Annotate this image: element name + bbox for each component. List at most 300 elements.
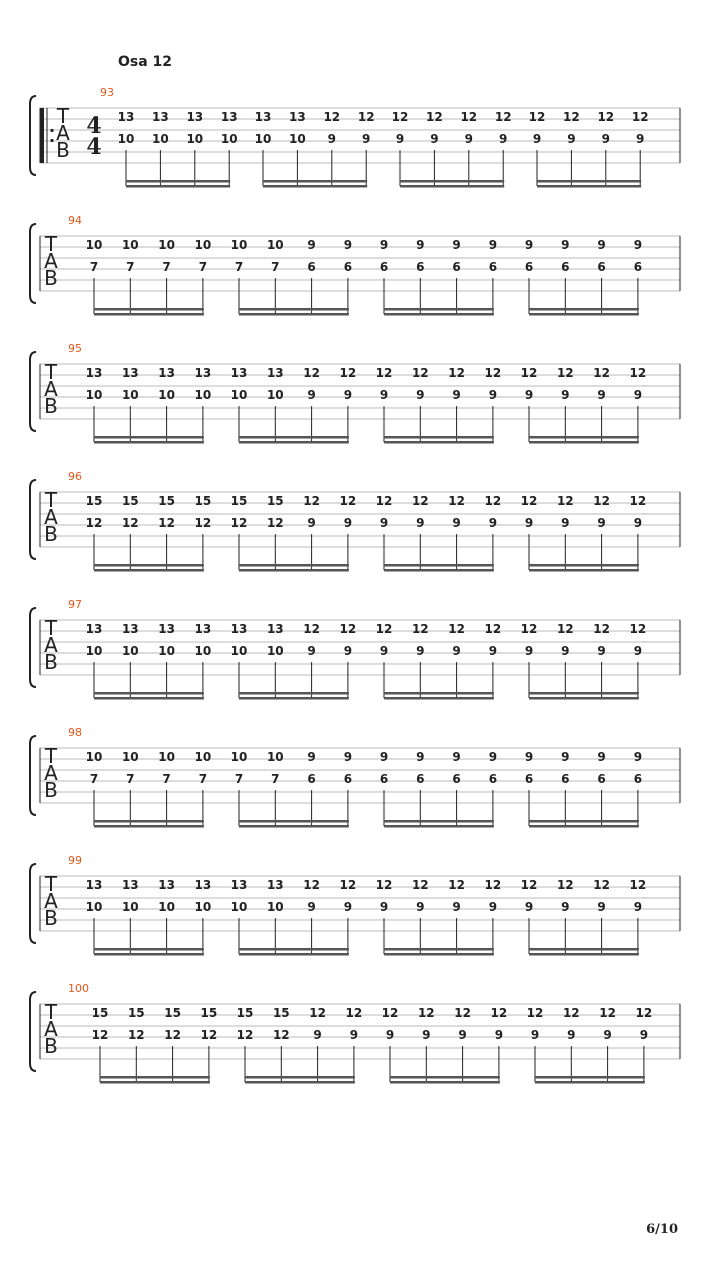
fret-number: 13 [194, 878, 212, 892]
fret-number: 12 [91, 1028, 109, 1042]
fret-number: 9 [379, 388, 389, 402]
fret-number: 12 [121, 516, 139, 530]
fret-number: 12 [490, 1006, 508, 1020]
fret-number: 9 [452, 516, 461, 530]
tab-letter-t: T [44, 488, 58, 512]
fret-number: 9 [307, 238, 316, 252]
fret-number: 10 [194, 238, 212, 252]
beam [529, 820, 639, 823]
fret-number: 13 [158, 366, 175, 380]
beam [529, 697, 639, 700]
beam [263, 185, 367, 188]
fret-number: 10 [121, 238, 139, 252]
fret-number: 9 [633, 238, 643, 252]
fret-number: 10 [85, 388, 103, 402]
fret-number: 12 [484, 878, 502, 892]
fret-number: 6 [379, 772, 389, 786]
fret-number: 9 [379, 750, 389, 764]
fret-number: 9 [307, 750, 316, 764]
fret-number: 9 [597, 644, 606, 658]
fret-number: 12 [520, 366, 538, 380]
fret-number: 13 [121, 622, 139, 636]
fret-number: 13 [254, 110, 272, 124]
fret-number: 6 [379, 260, 389, 274]
fret-number: 12 [303, 366, 320, 380]
tab-letter-t: T [44, 1000, 58, 1024]
fret-number: 12 [599, 1006, 616, 1020]
fret-number: 15 [272, 1006, 290, 1020]
fret-number: 10 [266, 238, 284, 252]
fret-number: 6 [597, 772, 606, 786]
tab-letter-a: A [44, 761, 58, 785]
fret-number: 12 [158, 516, 175, 530]
fret-number: 9 [601, 132, 610, 146]
fret-number: 9 [343, 516, 353, 530]
beam [537, 185, 641, 188]
beam [100, 1081, 210, 1084]
fret-number: 10 [194, 750, 212, 764]
fret-number: 12 [484, 366, 502, 380]
tab-letter-t: T [56, 104, 70, 128]
fret-number: 12 [381, 1006, 399, 1020]
beam [384, 820, 494, 823]
fret-number: 9 [422, 1028, 431, 1042]
beam [245, 1076, 355, 1079]
fret-number: 15 [164, 1006, 181, 1020]
fret-number: 12 [556, 622, 574, 636]
fret-number: 12 [375, 494, 393, 508]
fret-number: 9 [416, 750, 425, 764]
fret-number: 9 [488, 388, 498, 402]
beam [384, 825, 494, 828]
fret-number: 9 [395, 132, 405, 146]
fret-number: 9 [379, 238, 389, 252]
fret-number: 13 [289, 110, 306, 124]
repeat-thick-bar [40, 108, 44, 163]
fret-number: 10 [121, 644, 139, 658]
beam [239, 692, 349, 695]
beam [126, 180, 230, 183]
fret-number: 7 [234, 260, 244, 274]
beam [400, 185, 504, 188]
fret-number: 7 [126, 772, 135, 786]
beam [94, 697, 204, 700]
fret-number: 13 [194, 622, 212, 636]
fret-number: 9 [327, 132, 336, 146]
fret-number: 15 [194, 494, 212, 508]
fret-number: 7 [162, 260, 171, 274]
fret-number: 12 [448, 878, 465, 892]
fret-number: 13 [266, 878, 284, 892]
beam [384, 308, 494, 311]
beam [390, 1076, 500, 1079]
fret-number: 15 [200, 1006, 218, 1020]
fret-number: 15 [85, 494, 103, 508]
fret-number: 12 [484, 622, 502, 636]
fret-number: 12 [629, 622, 647, 636]
fret-number: 12 [494, 110, 512, 124]
fret-number: 12 [194, 516, 212, 530]
fret-number: 9 [524, 388, 534, 402]
beam [384, 313, 494, 316]
tab-letter-a: A [44, 377, 58, 401]
beam [94, 948, 204, 951]
fret-number: 10 [85, 900, 103, 914]
fret-number: 7 [198, 260, 208, 274]
fret-number: 9 [524, 644, 534, 658]
fret-number: 12 [448, 622, 465, 636]
fret-number: 12 [629, 366, 647, 380]
fret-number: 9 [494, 1028, 504, 1042]
beam [529, 441, 639, 444]
fret-number: 10 [158, 644, 175, 658]
fret-number: 13 [220, 110, 238, 124]
beam [529, 825, 639, 828]
repeat-dot [50, 129, 53, 132]
measure-number: 99 [68, 854, 82, 867]
beam [239, 825, 349, 828]
fret-number: 12 [454, 1006, 471, 1020]
fret-number: 9 [452, 238, 461, 252]
beam [384, 692, 494, 695]
fret-number: 9 [532, 132, 542, 146]
fret-number: 9 [416, 238, 425, 252]
fret-number: 10 [186, 132, 204, 146]
fret-number: 13 [158, 878, 175, 892]
fret-number: 9 [452, 750, 461, 764]
tab-letter-t: T [44, 744, 58, 768]
beam [529, 313, 639, 316]
fret-number: 12 [411, 622, 429, 636]
fret-number: 9 [633, 900, 643, 914]
fret-number: 9 [343, 900, 353, 914]
fret-number: 9 [307, 900, 316, 914]
beam [239, 308, 349, 311]
fret-number: 12 [345, 1006, 363, 1020]
fret-number: 9 [597, 238, 606, 252]
beam [384, 948, 494, 951]
fret-number: 9 [452, 900, 461, 914]
beam [529, 953, 639, 956]
fret-number: 12 [85, 516, 103, 530]
fret-number: 9 [633, 516, 643, 530]
beam [239, 564, 349, 567]
fret-number: 10 [266, 900, 284, 914]
fret-number: 12 [593, 494, 610, 508]
fret-number: 10 [158, 900, 175, 914]
measure-number: 98 [68, 726, 82, 739]
measure-number: 95 [68, 342, 82, 355]
fret-number: 10 [117, 132, 135, 146]
beam [94, 692, 204, 695]
fret-number: 12 [339, 494, 357, 508]
beam [100, 1076, 210, 1079]
measure-number: 100 [68, 982, 89, 995]
fret-number: 12 [520, 494, 538, 508]
beam [529, 436, 639, 439]
fret-number: 12 [448, 494, 465, 508]
fret-number: 12 [266, 516, 284, 530]
fret-number: 12 [391, 110, 409, 124]
beam [535, 1081, 645, 1084]
fret-number: 15 [127, 1006, 145, 1020]
beam [384, 697, 494, 700]
tab-letter-t: T [44, 616, 58, 640]
tab-letter-b: B [44, 266, 58, 290]
beam [384, 441, 494, 444]
beam [239, 953, 349, 956]
fret-number: 13 [158, 622, 175, 636]
beam [529, 569, 639, 572]
fret-number: 10 [266, 750, 284, 764]
fret-number: 10 [158, 750, 175, 764]
fret-number: 12 [323, 110, 341, 124]
fret-number: 12 [520, 622, 538, 636]
tab-letter-a: A [56, 121, 70, 145]
measure-number: 94 [68, 214, 82, 227]
fret-number: 13 [230, 878, 248, 892]
beam [94, 825, 204, 828]
fret-number: 12 [426, 110, 443, 124]
fret-number: 12 [339, 622, 357, 636]
system-brace [30, 96, 36, 175]
fret-number: 9 [633, 644, 643, 658]
fret-number: 13 [186, 110, 204, 124]
fret-number: 6 [561, 260, 570, 274]
fret-number: 12 [593, 366, 610, 380]
beam [529, 564, 639, 567]
beam [239, 313, 349, 316]
fret-number: 6 [343, 772, 353, 786]
fret-number: 9 [430, 132, 439, 146]
fret-number: 9 [561, 750, 570, 764]
fret-number: 9 [597, 516, 606, 530]
fret-number: 9 [307, 516, 316, 530]
fret-number: 10 [220, 132, 238, 146]
fret-number: 9 [488, 644, 498, 658]
fret-number: 9 [458, 1028, 467, 1042]
fret-number: 6 [452, 772, 461, 786]
fret-number: 7 [234, 772, 244, 786]
fret-number: 12 [164, 1028, 181, 1042]
fret-number: 10 [194, 388, 212, 402]
beam [94, 953, 204, 956]
fret-number: 10 [230, 238, 248, 252]
fret-number: 9 [416, 644, 425, 658]
fret-number: 12 [236, 1028, 254, 1042]
fret-number: 9 [379, 644, 389, 658]
fret-number: 12 [357, 110, 375, 124]
time-signature-bottom: 4 [86, 134, 102, 160]
fret-number: 12 [303, 494, 320, 508]
fret-number: 9 [524, 750, 534, 764]
fret-number: 9 [313, 1028, 322, 1042]
fret-number: 12 [556, 878, 574, 892]
tab-letter-a: A [44, 1017, 58, 1041]
beam [400, 180, 504, 183]
page-number: 6/10 [646, 1222, 678, 1237]
system-brace [30, 352, 36, 431]
fret-number: 10 [158, 238, 175, 252]
fret-number: 10 [230, 388, 248, 402]
fret-number: 12 [484, 494, 502, 508]
fret-number: 9 [636, 132, 645, 146]
fret-number: 13 [266, 622, 284, 636]
tab-letter-b: B [44, 522, 58, 546]
fret-number: 10 [230, 750, 248, 764]
fret-number: 7 [126, 260, 135, 274]
fret-number: 12 [528, 110, 546, 124]
fret-number: 9 [603, 1028, 612, 1042]
fret-number: 12 [556, 494, 574, 508]
beam [239, 948, 349, 951]
fret-number: 13 [266, 366, 284, 380]
tab-letter-b: B [44, 778, 58, 802]
repeat-dot [50, 139, 53, 142]
fret-number: 10 [121, 900, 139, 914]
fret-number: 12 [631, 110, 649, 124]
fret-number: 12 [526, 1006, 544, 1020]
fret-number: 9 [639, 1028, 649, 1042]
fret-number: 12 [411, 494, 429, 508]
beam [239, 697, 349, 700]
fret-number: 6 [633, 772, 643, 786]
beam [245, 1081, 355, 1084]
fret-number: 10 [85, 644, 103, 658]
fret-number: 12 [635, 1006, 653, 1020]
fret-number: 6 [561, 772, 570, 786]
beam [529, 948, 639, 951]
fret-number: 9 [561, 238, 570, 252]
fret-number: 12 [339, 366, 357, 380]
measure-number: 96 [68, 470, 82, 483]
beam [529, 308, 639, 311]
fret-number: 6 [488, 260, 498, 274]
fret-number: 7 [89, 260, 99, 274]
fret-number: 7 [162, 772, 171, 786]
fret-number: 9 [464, 132, 473, 146]
fret-number: 9 [385, 1028, 395, 1042]
tab-letter-a: A [44, 889, 58, 913]
measure-number: 93 [100, 86, 114, 99]
section-title: Osa 12 [118, 54, 173, 70]
fret-number: 12 [460, 110, 478, 124]
fret-number: 12 [230, 516, 248, 530]
beam [239, 820, 349, 823]
fret-number: 6 [416, 772, 425, 786]
beam [239, 436, 349, 439]
fret-number: 9 [349, 1028, 359, 1042]
fret-number: 10 [230, 644, 248, 658]
fret-number: 9 [343, 644, 353, 658]
fret-number: 15 [121, 494, 139, 508]
fret-number: 9 [567, 1028, 576, 1042]
fret-number: 10 [254, 132, 272, 146]
fret-number: 12 [127, 1028, 145, 1042]
fret-number: 12 [520, 878, 538, 892]
fret-number: 13 [152, 110, 169, 124]
fret-number: 12 [411, 878, 429, 892]
system-brace [30, 480, 36, 559]
fret-number: 10 [85, 238, 103, 252]
beam [239, 441, 349, 444]
fret-number: 13 [85, 366, 103, 380]
fret-number: 12 [562, 1006, 580, 1020]
fret-number: 9 [416, 388, 425, 402]
fret-number: 6 [416, 260, 425, 274]
fret-number: 12 [272, 1028, 290, 1042]
fret-number: 9 [343, 388, 353, 402]
fret-number: 12 [417, 1006, 435, 1020]
system-brace [30, 864, 36, 943]
fret-number: 9 [524, 516, 534, 530]
system-brace [30, 608, 36, 687]
fret-number: 15 [236, 1006, 254, 1020]
fret-number: 9 [597, 388, 606, 402]
fret-number: 13 [121, 878, 139, 892]
fret-number: 12 [448, 366, 465, 380]
time-signature-top: 4 [86, 113, 102, 139]
fret-number: 6 [633, 260, 643, 274]
fret-number: 13 [230, 366, 248, 380]
fret-number: 9 [362, 132, 371, 146]
fret-number: 7 [198, 772, 208, 786]
beam [384, 569, 494, 572]
fret-number: 13 [121, 366, 139, 380]
fret-number: 10 [121, 388, 139, 402]
fret-number: 12 [303, 878, 320, 892]
fret-number: 6 [307, 772, 316, 786]
beam [390, 1081, 500, 1084]
fret-number: 12 [593, 878, 610, 892]
fret-number: 10 [152, 132, 169, 146]
fret-number: 13 [85, 622, 103, 636]
fret-number: 10 [289, 132, 306, 146]
fret-number: 9 [561, 900, 570, 914]
fret-number: 12 [629, 878, 647, 892]
fret-number: 9 [561, 644, 570, 658]
beam [94, 820, 204, 823]
beam [263, 180, 367, 183]
fret-number: 9 [307, 388, 316, 402]
beam [94, 441, 204, 444]
fret-number: 12 [411, 366, 429, 380]
beam [239, 569, 349, 572]
fret-number: 9 [452, 644, 461, 658]
tab-letter-a: A [44, 633, 58, 657]
measure-number: 97 [68, 598, 82, 611]
fret-number: 7 [89, 772, 99, 786]
fret-number: 10 [266, 388, 284, 402]
fret-number: 6 [488, 772, 498, 786]
fret-number: 9 [416, 516, 425, 530]
fret-number: 6 [597, 260, 606, 274]
fret-number: 9 [567, 132, 576, 146]
fret-number: 7 [271, 772, 280, 786]
tab-letter-b: B [44, 1034, 58, 1058]
fret-number: 9 [488, 750, 498, 764]
fret-number: 9 [452, 388, 461, 402]
fret-number: 6 [307, 260, 316, 274]
fret-number: 9 [530, 1028, 540, 1042]
fret-number: 13 [85, 878, 103, 892]
fret-number: 9 [343, 750, 353, 764]
fret-number: 10 [158, 388, 175, 402]
system-brace [30, 992, 36, 1071]
fret-number: 10 [266, 644, 284, 658]
fret-number: 9 [488, 238, 498, 252]
fret-number: 12 [597, 110, 615, 124]
